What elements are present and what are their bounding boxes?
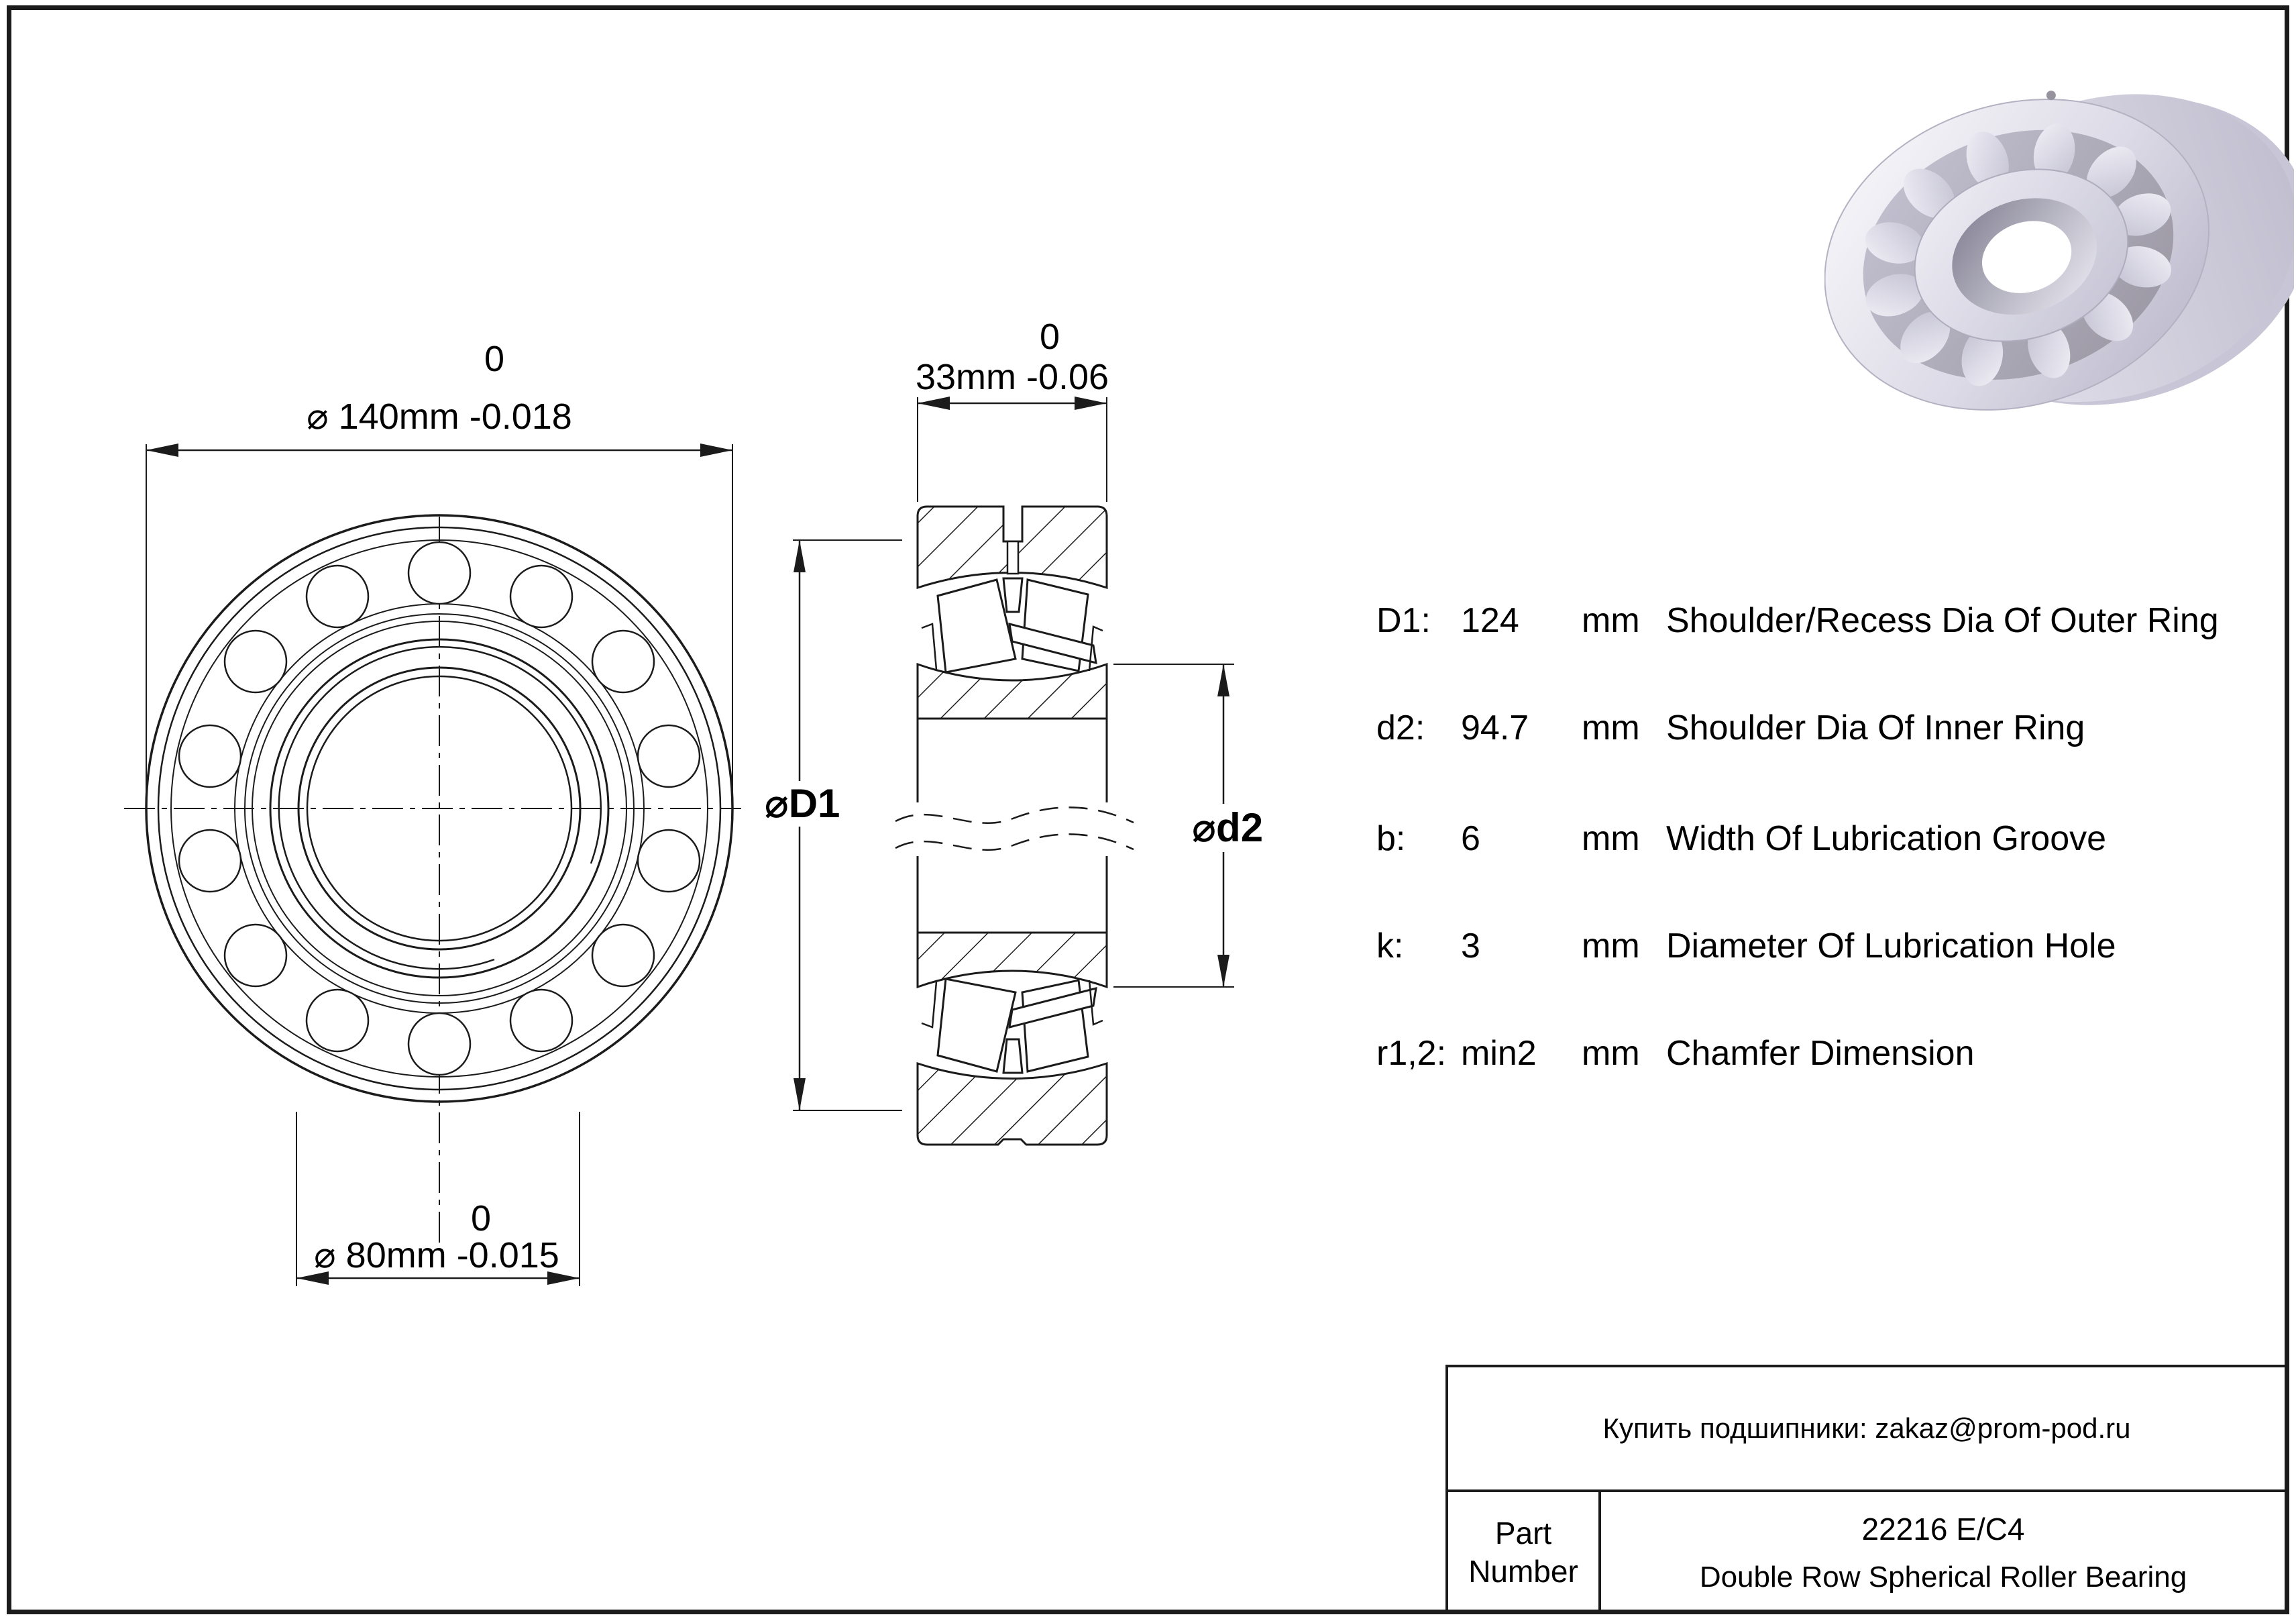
front-view — [124, 515, 741, 1248]
width-tolerance-upper: 0 — [1039, 317, 1060, 357]
spec-desc: Width Of Lubrication Groove — [1666, 819, 2107, 858]
arrowhead-right — [1075, 397, 1107, 410]
inner-ring-top-section — [918, 664, 1107, 719]
od-dimension-text: ⌀ 140mm -0.018 — [307, 397, 572, 437]
arrowhead-left — [146, 443, 178, 457]
arrowhead-down — [794, 1078, 806, 1110]
arrowhead-up — [794, 540, 806, 572]
spec-desc: Shoulder/Recess Dia Of Outer Ring — [1666, 601, 2219, 640]
spec-desc: Diameter Of Lubrication Hole — [1666, 927, 2116, 965]
part-number: 22216 E/C4 — [1861, 1512, 2025, 1547]
section-view — [895, 507, 1134, 1145]
part-description: Double Row Spherical Roller Bearing — [1699, 1561, 2187, 1593]
spec-value: 3 — [1461, 927, 1480, 965]
spec-value: 6 — [1461, 819, 1480, 858]
arrowhead-down — [1217, 955, 1229, 987]
bore-dimension-text: ⌀ 80mm -0.015 — [314, 1235, 559, 1275]
spec-row-b — [1376, 819, 2289, 860]
spec-row-d1 — [1376, 600, 2289, 642]
dimension-width — [916, 317, 1109, 502]
section-rollers-top — [922, 578, 1103, 672]
spec-unit: mm — [1582, 709, 1640, 747]
break-lines — [895, 807, 1134, 849]
spec-unit: mm — [1582, 927, 1640, 965]
bearing-3d-render — [1824, 27, 2294, 483]
dimension-d1 — [765, 540, 902, 1110]
outer-ring-bottom-section — [918, 1063, 1107, 1145]
od-tolerance-upper: 0 — [484, 339, 505, 379]
spec-value: 124 — [1461, 601, 1519, 640]
d1-label: ⌀D1 — [764, 781, 840, 826]
part-number-label: Part Number — [1468, 1515, 1578, 1589]
vendor-note: Купить подшипники: zakaz@prom-pod.ru — [1602, 1412, 2131, 1444]
part-number-cell — [1601, 1492, 2285, 1613]
part-number-row — [1448, 1492, 2285, 1613]
section-rollers-bottom — [922, 979, 1103, 1073]
spec-desc: Shoulder Dia Of Inner Ring — [1666, 709, 2085, 747]
arrowhead-up — [1217, 664, 1229, 696]
bore-tolerance-upper: 0 — [470, 1198, 492, 1239]
spec-desc: Chamfer Dimension — [1666, 1034, 1975, 1073]
dimension-d2 — [1113, 664, 1263, 987]
spec-param: d2: — [1376, 709, 1425, 747]
dimension-bore-diameter — [296, 1112, 580, 1286]
spec-value: min2 — [1461, 1034, 1537, 1073]
spec-unit: mm — [1582, 819, 1640, 858]
lubrication-hole — [1007, 541, 1018, 574]
bore-walls — [918, 719, 1107, 933]
spec-value: 94.7 — [1461, 709, 1529, 747]
title-block — [1445, 1365, 2288, 1613]
spec-row-k — [1376, 926, 2289, 967]
spec-param: D1: — [1376, 601, 1431, 640]
spec-param: b: — [1376, 819, 1406, 858]
part-number-label-cell — [1448, 1492, 1601, 1613]
width-dimension-text: 33mm -0.06 — [915, 357, 1109, 397]
spec-row-d2 — [1376, 708, 2289, 749]
arrowhead-right — [700, 443, 732, 457]
spec-row-r12 — [1376, 1033, 2289, 1075]
d2-label: ⌀d2 — [1191, 805, 1264, 850]
vendor-note-cell — [1448, 1367, 2285, 1492]
spec-param: k: — [1376, 927, 1404, 965]
spec-param: r1,2: — [1376, 1034, 1447, 1073]
arrowhead-left — [918, 397, 950, 410]
bearing-3d-group — [1824, 27, 2294, 483]
spec-unit: mm — [1582, 1034, 1640, 1073]
spec-unit: mm — [1582, 601, 1640, 640]
